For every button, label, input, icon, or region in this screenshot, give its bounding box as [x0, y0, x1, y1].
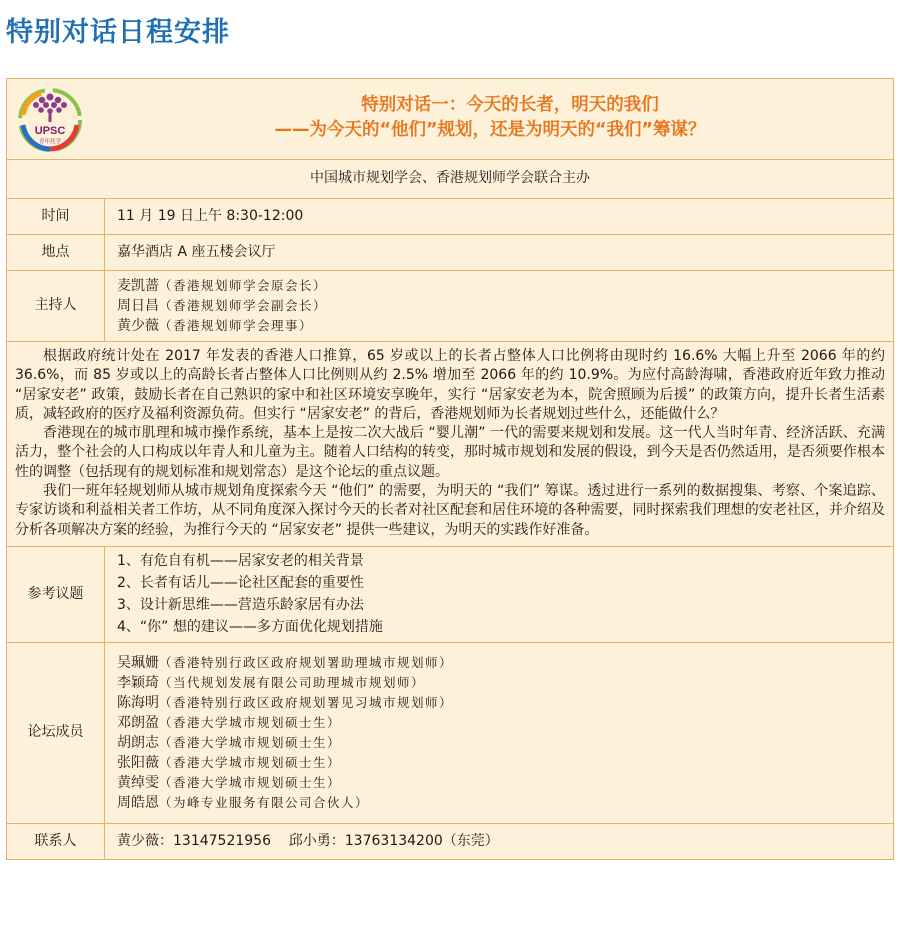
- member-name: 陈海明: [117, 694, 159, 711]
- member-name: 邓朗盈: [117, 714, 159, 731]
- abstract-paragraph: 我们一班年轻规划师从城市规划角度探索今天 “他们” 的需要，为明天的 “我们” 筹谋。透过进行一系列的数据搜集、考察、个案追踪、专家访谈和利益相关者工作坊，从不同角度深入探讨今天的长者对社区配套和居住环境的各种需要，同时探索我们理想的安老社区，并介绍及分析各项解决方案的经验，为推行今天的 “居家安老” 提供一些建议，为明天的实践作好准备。: [15, 483, 885, 538]
- abstract-paragraph: 根据政府统计处在 2017 年发表的香港人口推算，65 岁或以上的长者占整体人口比例将由现时约 16.6% 大幅上升至 2066 年的约 36.6%，而 85 岁或以上的高龄长者占整体人口比例则从约 2.5% 增加至 2066 年的约 10.9%。为应付高龄海啸，香港政府近年致力推动 “居家安老” 政策，鼓励长者在自己熟识的家中和社区环境安享晚年，实行 “居家安老为本，院舍照顾为后援” 的政策方向，提升长者生活素质，减轻政府的医疗及福利资源负荷。但实行 “居家安老” 的背后，香港规划师为长者规划过些什么，还能做什么？: [15, 348, 885, 422]
- member-note: （香港特别行政区政府规划署见习城市规划师）: [159, 694, 454, 710]
- topic-item: 3、设计新思维——营造乐龄家居有办法: [117, 597, 364, 614]
- topic-item: 4、“你” 想的建议——多方面优化规划措施: [117, 619, 383, 636]
- topic-item: 1、有危自有机——居家安老的相关背景: [117, 553, 364, 570]
- organizer-row: [7, 160, 894, 199]
- header-cell: [7, 79, 894, 160]
- host-name: 周日昌: [117, 297, 159, 314]
- host-note: （香港规划师学会理事）: [159, 318, 314, 334]
- hosts-list: [105, 271, 894, 342]
- member-name: 胡朗志: [117, 734, 159, 751]
- member-name: 吴珮姗: [117, 654, 159, 671]
- page-title: 特别对话日程安排: [6, 17, 230, 48]
- host-item: [117, 296, 881, 316]
- contact-row: [7, 823, 894, 859]
- member-item: [117, 733, 881, 753]
- venue-row: [7, 235, 894, 271]
- host-item: [117, 276, 881, 296]
- members-row: [7, 642, 894, 823]
- member-name: 黄绰雯: [117, 774, 159, 791]
- logo-text: UPSC: [34, 125, 66, 137]
- member-item: [117, 753, 881, 773]
- member-name: 周皓恩: [117, 794, 159, 811]
- contact-value: 黄少薇：13147521956 邱小勇：13763134200（东莞）: [105, 823, 894, 859]
- member-item: [117, 773, 881, 793]
- abstract: [7, 342, 894, 547]
- logo-subtext: 青年托学: [38, 139, 62, 145]
- time-value: 11 月 19 日上午 8:30-12:00: [105, 199, 894, 235]
- member-note: （香港大学城市规划硕士生）: [159, 774, 342, 790]
- member-name: 张阳薇: [117, 754, 159, 771]
- venue-value: 嘉华酒店 A 座五楼会议厅: [105, 235, 894, 271]
- abstract-paragraph: 香港现在的城市肌理和城市操作系统，基本上是按二次大战后 “婴儿潮” 一代的需要来规划和发展。这一代人当时年青、经济活跃、充满活力，整个社会的人口构成以年青人和儿童为主。随着人口结构的转变，那时城市规划和发展的假设，到今天是否仍然适用，是否须要作根本性的调整（包括现有的规划标准和规划常态）是这个论坛的重点议题。: [15, 425, 885, 480]
- dialogue-title-line1: 特别对话一：今天的长者，明天的我们: [361, 95, 659, 115]
- member-item: [117, 653, 881, 673]
- host-name: 黄少薇: [117, 318, 159, 335]
- dialogue-title-line2: ——为今天的“他们”规划，还是为明天的“我们”筹谋？: [274, 120, 706, 140]
- host-item: [117, 316, 881, 336]
- schedule-table: [6, 78, 894, 860]
- time-row: [7, 199, 894, 235]
- host-note: （香港规划师学会原会长）: [159, 277, 328, 293]
- host-note: （香港规划师学会副会长）: [159, 297, 328, 313]
- member-name: 李颖琦: [117, 674, 159, 691]
- hosts-label: 主持人: [7, 271, 105, 342]
- member-item: [117, 713, 881, 733]
- member-note: （香港大学城市规划硕士生）: [159, 734, 342, 750]
- member-note: （当代规划发展有限公司助理城市规划师）: [159, 674, 426, 690]
- venue-label: 地点: [7, 235, 105, 271]
- member-item: [117, 793, 881, 813]
- time-label: 时间: [7, 199, 105, 235]
- header-row: [7, 79, 894, 160]
- abstract-row: [7, 342, 894, 547]
- hosts-row: [7, 271, 894, 342]
- host-name: 麦凯蔷: [117, 277, 159, 294]
- contact-label: 联系人: [7, 823, 105, 859]
- topics-label: 参考议题: [7, 546, 105, 642]
- member-note: （香港大学城市规划硕士生）: [159, 714, 342, 730]
- topic-item: 2、长者有话儿——论社区配套的重要性: [117, 575, 364, 592]
- member-item: [117, 673, 881, 693]
- dialogue-title: [157, 93, 823, 143]
- topics-list: [105, 546, 894, 642]
- member-item: [117, 693, 881, 713]
- members-list: [105, 642, 894, 823]
- member-note: （香港大学城市规划硕士生）: [159, 754, 342, 770]
- member-note: （香港特别行政区政府规划署助理城市规划师）: [159, 654, 454, 670]
- members-label: 论坛成员: [7, 642, 105, 823]
- organizer: 中国城市规划学会、香港规划师学会联合主办: [7, 160, 894, 199]
- upsc-logo: [11, 85, 89, 155]
- member-note: （为峰专业服务有限公司合伙人）: [159, 794, 370, 810]
- topics-row: [7, 546, 894, 642]
